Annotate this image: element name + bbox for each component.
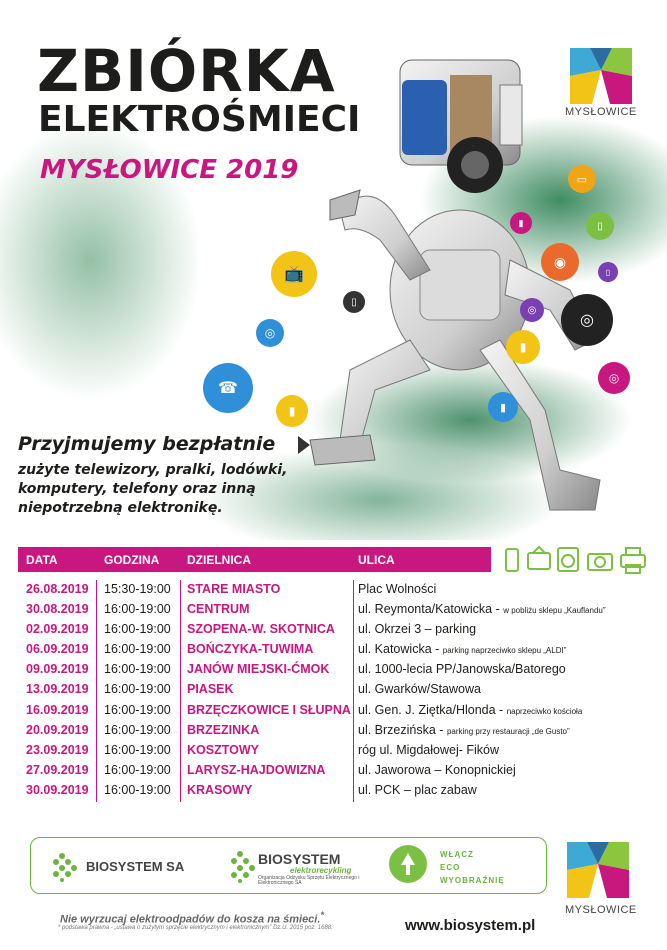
header-district: DZIELNICA bbox=[187, 553, 251, 567]
subtitle: MYSŁOWICE 2019 bbox=[40, 155, 299, 185]
row-district: BRZĘCZKOWICE I SŁUPNA bbox=[187, 702, 351, 717]
phone-pink-bubble-icon: ▮ bbox=[510, 212, 532, 234]
row-time: 16:00-19:00 bbox=[104, 782, 171, 797]
row-time: 16:00-19:00 bbox=[104, 662, 171, 677]
table-row bbox=[18, 761, 648, 781]
phone-icon bbox=[506, 549, 518, 571]
row-time: 16:00-19:00 bbox=[104, 762, 171, 777]
row-time: 16:00-19:00 bbox=[104, 702, 171, 717]
phone-bubble-icon: ▮ bbox=[276, 395, 308, 427]
city-logo-label: MYSŁOWICE bbox=[565, 106, 637, 118]
printer-icon bbox=[621, 548, 645, 573]
row-time: 16:00-19:00 bbox=[104, 722, 171, 737]
row-district: SZOPENA-W. SKOTNICA bbox=[187, 622, 335, 637]
biosystem-dots-icon bbox=[228, 850, 256, 884]
website-link[interactable]: www.biosystem.pl bbox=[405, 917, 536, 934]
tv-orange-bubble-icon: ▭ bbox=[568, 165, 596, 193]
row-date: 30.08.2019 bbox=[26, 602, 89, 617]
myslowice-logo-icon bbox=[567, 841, 629, 899]
row-time: 16:00-19:00 bbox=[104, 642, 171, 657]
title-line2: ELEKTROŚMIECI bbox=[38, 99, 361, 140]
table-row bbox=[18, 620, 648, 640]
row-time: 16:00-19:00 bbox=[104, 742, 171, 757]
row-time: 16:00-19:00 bbox=[104, 682, 171, 697]
row-date: 23.09.2019 bbox=[26, 742, 89, 757]
biosystem-label: BIOSYSTEM bbox=[258, 851, 341, 867]
play-arrow-icon bbox=[298, 436, 310, 454]
tablet-bubble-icon: ▯ bbox=[343, 291, 365, 313]
row-district: JANÓW MIEJSKI-ĆMOK bbox=[187, 662, 330, 677]
row-time: 16:00-19:00 bbox=[104, 622, 171, 637]
title-line1: ZBIÓRKA bbox=[37, 37, 336, 105]
table-row bbox=[18, 600, 648, 620]
header-date: DATA bbox=[26, 553, 58, 567]
camera-icon bbox=[588, 554, 612, 570]
washer-purple-bubble-icon: ◎ bbox=[520, 298, 544, 322]
fax-bubble-icon: ☎ bbox=[203, 363, 253, 413]
table-row bbox=[18, 781, 648, 801]
row-street: róg ul. Migdałowej- Fików bbox=[358, 742, 500, 757]
row-time: 15:30-19:00 bbox=[104, 582, 171, 596]
accept-title: Przyjmujemy bezpłatnie bbox=[18, 433, 276, 455]
row-date: 02.09.2019 bbox=[26, 622, 89, 637]
table-row bbox=[18, 640, 648, 660]
row-street: ul. 1000-lecia PP/Janowska/Batorego bbox=[358, 662, 566, 677]
washer-pink-bubble-icon: ◎ bbox=[598, 362, 630, 394]
purple-small-bubble-icon: ▯ bbox=[598, 262, 618, 282]
row-date: 30.09.2019 bbox=[26, 782, 89, 797]
phone-blue-bubble-icon: ▮ bbox=[488, 392, 518, 422]
biosystem-sa-label: BIOSYSTEM SA bbox=[86, 859, 185, 874]
row-district: PIASEK bbox=[187, 682, 234, 697]
row-district: BRZEZINKA bbox=[187, 722, 260, 737]
table-row bbox=[18, 701, 648, 721]
row-street: Plac Wolności bbox=[358, 582, 437, 596]
eco-leaf-icon bbox=[389, 845, 427, 883]
row-street: ul. Gwarków/Stawowa bbox=[358, 682, 481, 697]
row-street: ul. Okrzei 3 – parking bbox=[358, 622, 477, 637]
row-district: KOSZTOWY bbox=[187, 742, 259, 757]
row-street: ul. Katowicka - parking naprzeciwko sklepu „ALDI” bbox=[358, 642, 567, 657]
table-row bbox=[18, 660, 648, 680]
tv-icon bbox=[528, 547, 550, 569]
robot-illustration bbox=[300, 40, 630, 530]
row-date: 26.08.2019 bbox=[26, 582, 89, 596]
biosystem-org-label: Organizacja Odzysku Sprzętu Elektrycznego i Elektronicznego SA bbox=[258, 875, 360, 886]
header-time: GODZINA bbox=[104, 553, 160, 567]
table-row bbox=[18, 721, 648, 741]
legal-note: * podstawa prawna - „ustawa o zużytym sprzęcie elektrycznym i elektronicznym” Dz.U. 2015 poz. 1688. bbox=[58, 925, 333, 931]
table-row bbox=[18, 741, 648, 761]
appliance-icons bbox=[500, 545, 650, 575]
row-date: 16.09.2019 bbox=[26, 702, 89, 717]
row-time: 16:00-19:00 bbox=[104, 602, 171, 617]
row-street: ul. Reymonta/Katowicka - w pobliżu sklepu „Kauflandu” bbox=[358, 602, 606, 617]
row-street: ul. Jaworowa – Konopnickiej bbox=[358, 762, 516, 777]
washing-machine-icon bbox=[558, 548, 578, 571]
schedule-rows bbox=[18, 580, 648, 801]
schedule-table-header bbox=[18, 547, 491, 572]
camera-bubble-icon: ◉ bbox=[541, 243, 579, 281]
row-date: 20.09.2019 bbox=[26, 722, 89, 737]
row-district: LARYSZ-HAJDOWIZNA bbox=[187, 762, 326, 777]
footnote: Nie wyrzucaj elektroodpadów do kosza na śmieci.* bbox=[60, 910, 324, 926]
biosystem-sub-label: elektrorecykling bbox=[290, 866, 352, 875]
row-date: 09.09.2019 bbox=[26, 662, 89, 677]
accept-body: zużyte telewizory, pralki, lodówki, komputery, telefony oraz inną niepotrzebną elektronikę. bbox=[18, 462, 288, 516]
row-district: STARE MIASTO bbox=[187, 582, 281, 596]
row-date: 06.09.2019 bbox=[26, 642, 89, 657]
row-street: ul. Gen. J. Ziętka/Hlonda - naprzeciwko kościoła bbox=[358, 702, 583, 717]
washer-bubble-icon: ◎ bbox=[256, 319, 284, 347]
row-street: ul. PCK – plac zabaw bbox=[358, 782, 477, 797]
city-logo-label: MYSŁOWICE bbox=[565, 904, 637, 916]
phone-yellow-bubble-icon: ▮ bbox=[506, 330, 540, 364]
row-street: ul. Brzezińska - parking przy restauracji „de Gusto” bbox=[358, 722, 570, 737]
table-row bbox=[18, 580, 648, 600]
row-date: 27.09.2019 bbox=[26, 762, 89, 777]
row-district: CENTRUM bbox=[187, 602, 250, 617]
table-row bbox=[18, 680, 648, 700]
header-street: ULICA bbox=[358, 553, 395, 567]
row-date: 13.09.2019 bbox=[26, 682, 89, 697]
tablet-green-bubble-icon: ▯ bbox=[586, 212, 614, 240]
row-district: KRASOWY bbox=[187, 782, 253, 797]
row-district: BOŃCZYKA-TUWIMA bbox=[187, 642, 314, 657]
tv-bubble-icon: 📺 bbox=[271, 251, 317, 297]
washer-dark-bubble-icon: ◎ bbox=[561, 294, 613, 346]
eco-slogan: WŁĄCZ ECO WYOBRAŹNIĘ bbox=[440, 850, 505, 885]
